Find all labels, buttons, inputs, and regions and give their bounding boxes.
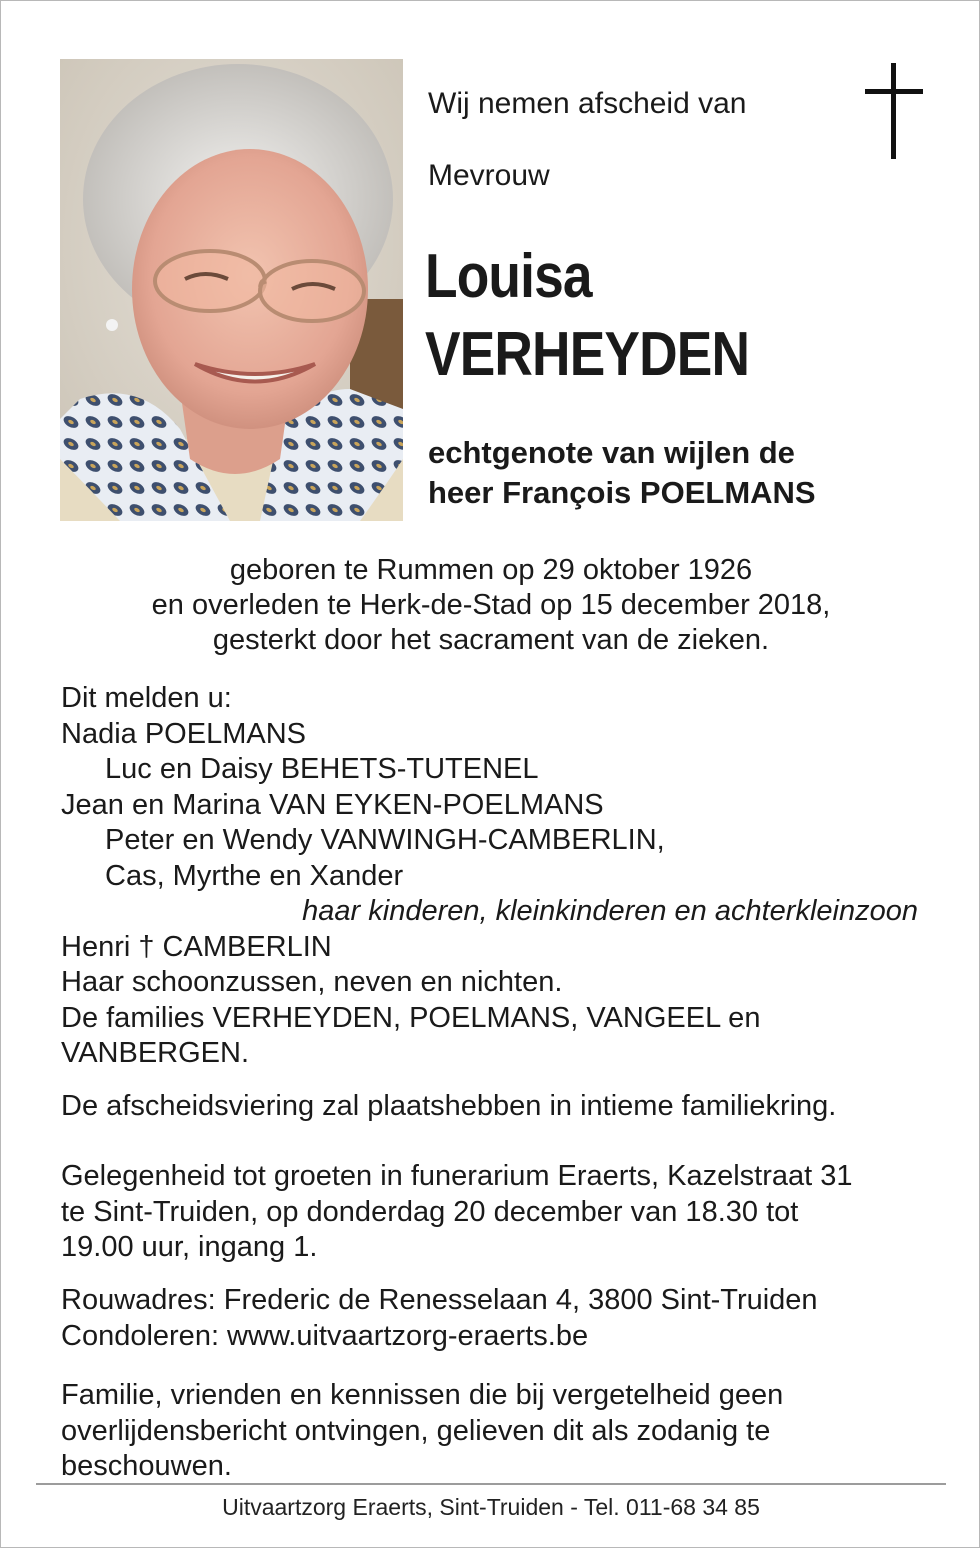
family-member: VANBERGEN.	[61, 1037, 250, 1069]
visitation-line: 19.00 uur, ingang 1.	[61, 1231, 318, 1263]
family-member: Nadia POELMANS	[61, 717, 306, 750]
spouse-line: echtgenote van wijlen de	[428, 435, 795, 470]
family-member: Cas, Myrthe en Xander	[105, 859, 404, 892]
notice-line: Familie, vrienden en kennissen die bij vergetelheid geen	[61, 1379, 784, 1411]
death-line: en overleden te Herk-de-Stad op 15 december 2018,	[151, 589, 831, 621]
family-member: Peter en Wendy VANWINGH-CAMBERLIN,	[105, 824, 665, 856]
sacrament-line: gesterkt door het sacrament van de zieken.	[212, 624, 770, 656]
birth-line: geboren te Rummen op 29 oktober 1926	[229, 554, 753, 586]
birth-death-info	[1, 553, 980, 658]
family-member: Luc en Daisy BEHETS-TUTENEL	[105, 753, 539, 785]
family-member: De families VERHEYDEN, POELMANS, VANGEEL en	[61, 1001, 761, 1034]
condolence-link[interactable]: Condoleren: www.uitvaartzorg-eraerts.be	[61, 1319, 589, 1352]
spouse-line: heer François POELMANS	[428, 475, 816, 510]
cross-icon	[865, 63, 923, 159]
family-member: Haar schoonzussen, neven en nichten.	[61, 966, 563, 998]
visitation-line: te Sint-Truiden, op donderdag 20 december van 18.30 tot	[61, 1195, 799, 1228]
notice-line: overlijdensbericht ontvingen, gelieven dit als zodanig te	[61, 1414, 771, 1447]
notice-line: beschouwen.	[61, 1450, 232, 1482]
family-heading: Dit melden u:	[61, 682, 232, 714]
ceremony-line: De afscheidsviering zal plaatshebben in intieme familiekring.	[61, 1090, 837, 1122]
spouse-info	[428, 433, 816, 513]
footer-text: Uitvaartzorg Eraerts, Sint-Truiden - Tel. 011-68 34 85	[222, 1494, 760, 1520]
notice-info	[61, 1378, 783, 1485]
intro-text: Wij nemen afscheid van	[428, 87, 747, 120]
honorific: Mevrouw	[428, 159, 550, 192]
deceased-last-name: VERHEYDEN	[425, 320, 750, 389]
footer-divider	[36, 1483, 946, 1485]
portrait-photo	[60, 59, 403, 521]
family-relation: haar kinderen, kleinkinderen en achterkleinzoon	[302, 895, 918, 927]
family-member: Jean en Marina VAN EYKEN-POELMANS	[61, 788, 604, 821]
deceased-first-name: Louisa	[425, 242, 592, 311]
mourning-address: Rouwadres: Frederic de Renesselaan 4, 3800 Sint-Truiden	[61, 1284, 818, 1316]
visitation-info	[61, 1159, 853, 1266]
family-member: Henri † CAMBERLIN	[61, 930, 332, 963]
ceremony-info	[61, 1089, 836, 1125]
family-list	[61, 681, 918, 1072]
contact-info	[61, 1283, 818, 1354]
visitation-line: Gelegenheid tot groeten in funerarium Eraerts, Kazelstraat 31	[61, 1160, 853, 1192]
